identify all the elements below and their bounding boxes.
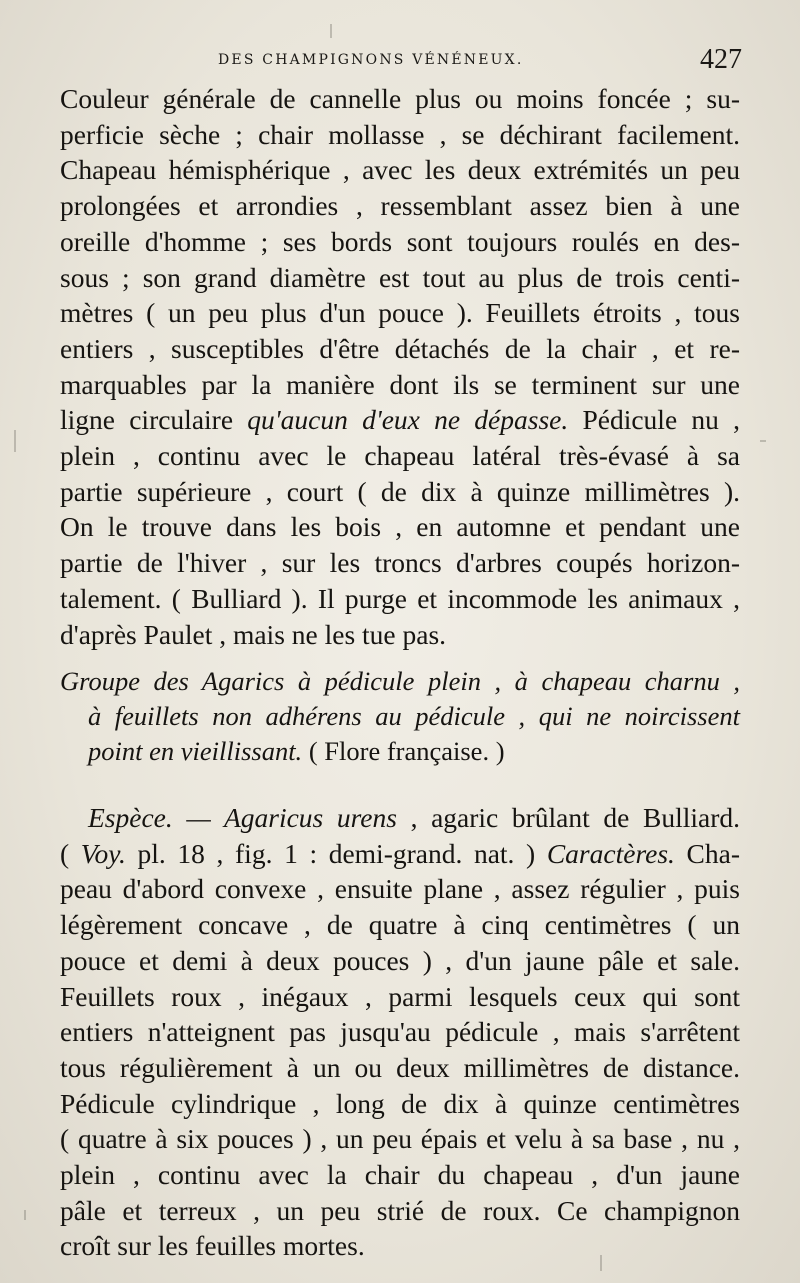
text-line: perficie sèche ; chair mollasse , se déchirant facilement. [60, 118, 740, 150]
text-line: Chapeau hémisphérique , avec les deux extrémités un peu [60, 154, 740, 186]
text-line: légèrement concave , de quatre à cinq centimètres ( un [60, 909, 740, 941]
text-segment: ( [60, 837, 81, 869]
italic-label: Caractères. [546, 837, 675, 869]
italic-heading-text: à feuillets non adhérens au pédicule , qui ne noircissent [88, 701, 740, 731]
text-line: partie supérieure , court ( de dix à quinze millimètres ). [60, 475, 740, 507]
text-segment: Cha- [674, 837, 740, 869]
italic-abbrev: Voy. [80, 837, 126, 869]
text-line: Couleur générale de cannelle plus ou moins foncée ; su- [60, 83, 740, 114]
heading-line [60, 734, 740, 769]
scan-speck [24, 1210, 26, 1220]
text-line: partie de l'hiver , sur les troncs d'arbres coupés horizon- [60, 547, 740, 579]
text-line: Feuillets roux , inégaux , parmi lesquels ceux qui sont [60, 980, 740, 1012]
text-line: croît sur les feuilles mortes. [60, 1230, 365, 1262]
text-line: oreille d'homme ; ses bords sont toujours roulés en des- [60, 225, 740, 257]
italic-phrase: qu'aucun d'eux ne dépasse. [247, 404, 569, 436]
text-line: ( quatre à six pouces ) , un peu épais et velu à sa base , nu , [60, 1123, 740, 1155]
heading-line [60, 664, 740, 699]
text-line: entiers , susceptibles d'être détachés de la chair , et re- [60, 332, 740, 364]
species-line [60, 800, 740, 836]
text-line: plein , continu avec le chapeau latéral très-évasé à sa [60, 440, 740, 472]
scan-speck [330, 24, 332, 38]
text-line: plein , continu avec la chair du chapeau , d'un jaune [60, 1159, 740, 1191]
text-line-mixed [60, 836, 740, 872]
italic-heading-text: Groupe des Agarics à pédicule plein , à chapeau charnu , [60, 666, 740, 696]
text-segment: , agaric brûlant de Bulliard. [396, 802, 740, 833]
page-header [0, 44, 800, 84]
text-line: Pédicule cylindrique , long de dix à quinze centimètres [60, 1087, 740, 1119]
scan-speck [14, 430, 16, 452]
source-reference: ( Flore française. ) [302, 736, 505, 766]
text-line: talement. ( Bulliard ). Il purge et incommode les animaux , [60, 582, 740, 614]
species-name: Espèce. — Agaricus urens [88, 802, 397, 833]
page-number: 427 [700, 44, 742, 75]
text-line: peau d'abord convexe , ensuite plane , assez régulier , puis [60, 873, 740, 905]
text-line: prolongées et arrondies , ressemblant assez bien à une [60, 190, 740, 222]
text-line: On le trouve dans les bois , en automne et pendant une [60, 511, 740, 543]
italic-heading-text: point en vieillissant. [88, 736, 303, 766]
text-segment: ligne circulaire [60, 404, 248, 436]
heading-line [60, 699, 740, 734]
text-line: tous régulièrement à un ou deux millimètres de distance. [60, 1051, 740, 1083]
text-line: pâle et terreux , un peu strié de roux. Ce champignon [60, 1194, 740, 1226]
text-line: mètres ( un peu plus d'un pouce ). Feuillets étroits , tous [60, 297, 740, 329]
text-line: d'après Paulet , mais ne les tue pas. [60, 618, 447, 650]
text-line: entiers n'atteignent pas jusqu'au pédicule , mais s'arrêtent [60, 1016, 740, 1048]
text-line: pouce et demi à deux pouces ) , d'un jaune pâle et sale. [60, 944, 740, 976]
text-line: sous ; son grand diamètre est tout au plus de trois centi- [60, 261, 740, 293]
text-line-mixed [60, 402, 740, 438]
running-head: DES CHAMPIGNONS VÉNÉNEUX. [218, 52, 524, 68]
paragraph-2 [60, 800, 740, 1264]
group-heading [60, 664, 740, 769]
text-line: marquables par la manière dont ils se terminent sur une [60, 368, 740, 400]
text-segment: Pédicule nu , [568, 404, 740, 436]
text-segment: pl. 18 , fig. 1 : demi-grand. nat. ) [125, 837, 547, 869]
paragraph-1 [60, 81, 740, 652]
scan-speck [760, 440, 766, 442]
